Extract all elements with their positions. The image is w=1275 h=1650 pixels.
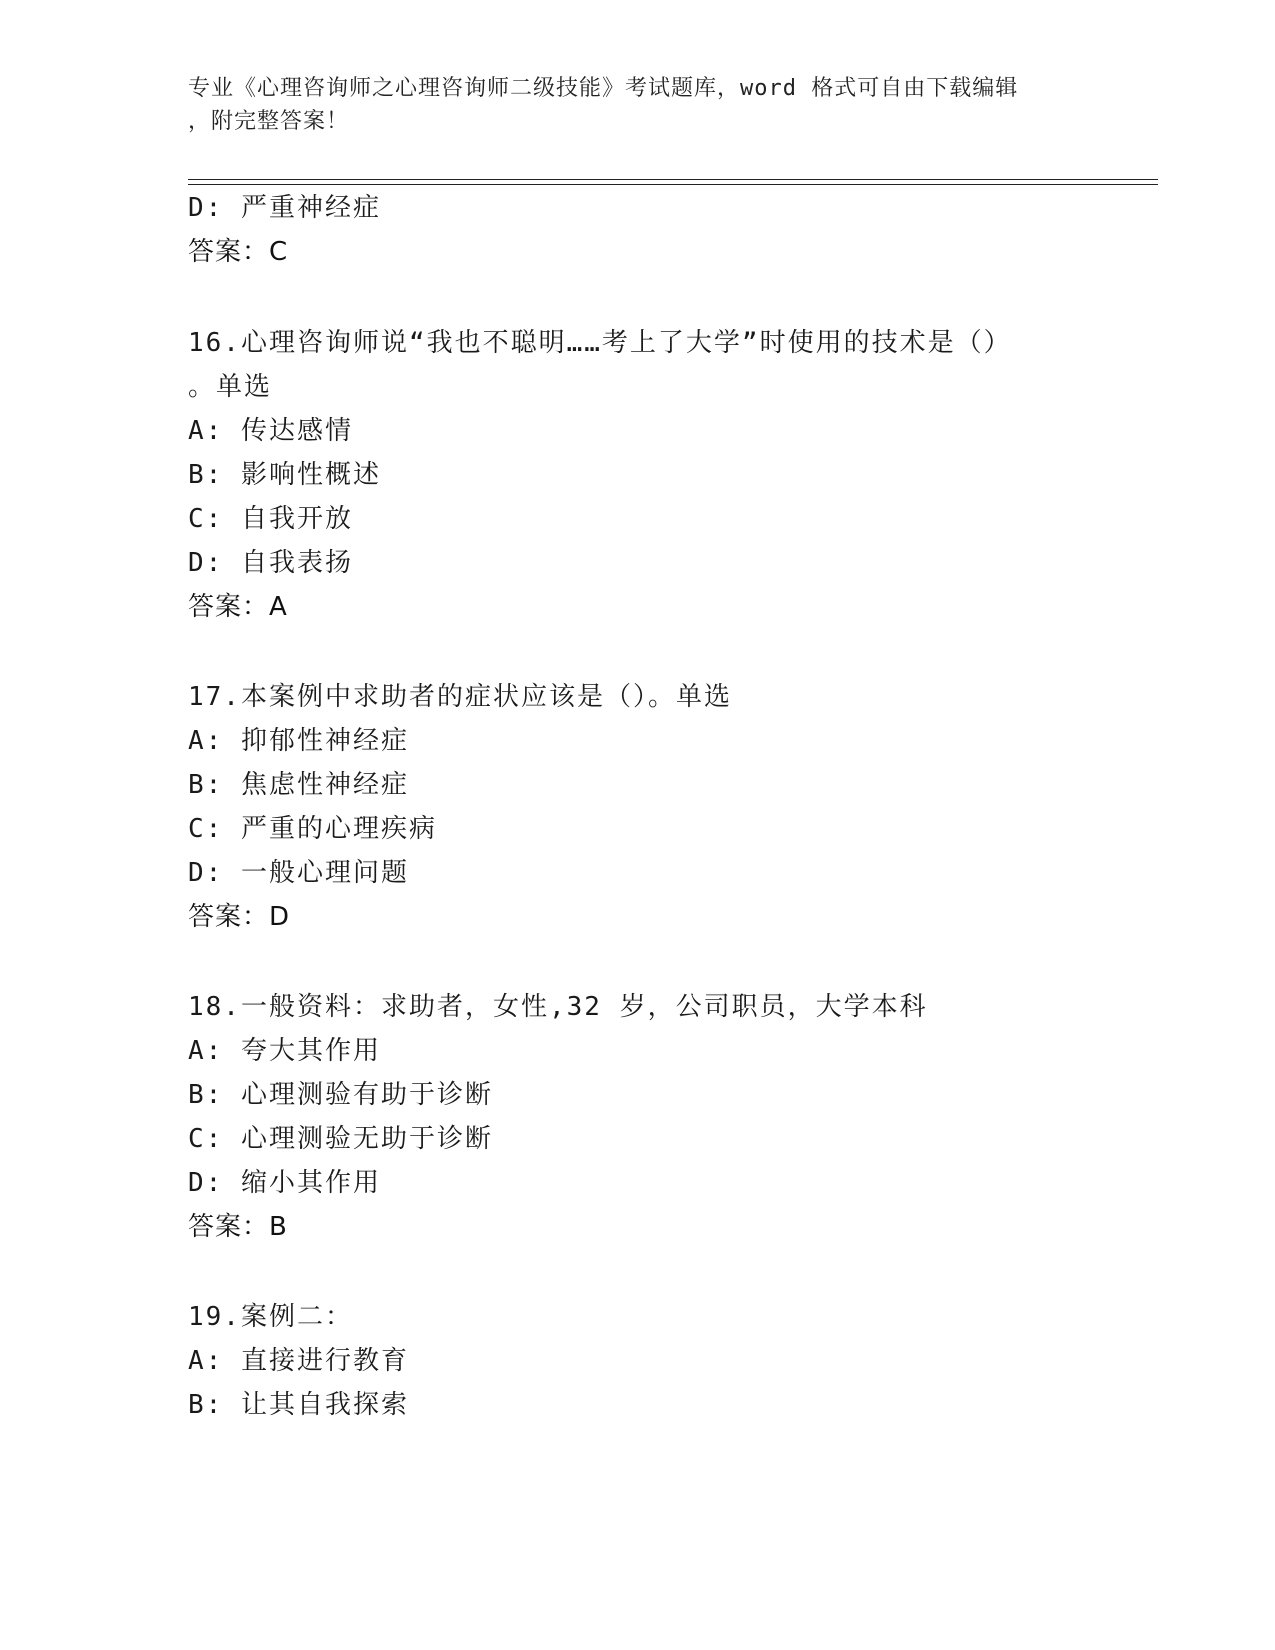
header-line-2: ，附完整答案！ <box>188 109 350 134</box>
q19-option-a: A: 直接进行教育 <box>188 1346 409 1376</box>
q16-stem-line-2: 。单选 <box>188 372 273 402</box>
q18-option-b: B: 心理测验有助于诊断 <box>188 1080 493 1110</box>
q16-option-d: D: 自我表扬 <box>188 548 353 578</box>
q19-stem-line-1: 19.案例二： <box>188 1302 353 1332</box>
header-divider-top <box>188 179 1158 180</box>
q17-stem-line-1: 17.本案例中求助者的症状应该是（）。单选 <box>188 682 732 712</box>
document-header <box>188 72 1068 138</box>
q17-option-d: D: 一般心理问题 <box>188 858 409 888</box>
q17-answer: 答案：D <box>188 902 291 932</box>
q15-answer: 答案：C <box>188 237 289 267</box>
q16-option-c: C: 自我开放 <box>188 504 353 534</box>
q18-option-a: A: 夸大其作用 <box>188 1036 381 1066</box>
q18-option-d: D: 缩小其作用 <box>188 1168 381 1198</box>
q17-option-a: A: 抑郁性神经症 <box>188 726 409 756</box>
q18-stem-line-1: 18.一般资料：求助者，女性,32 岁，公司职员，大学本科 <box>188 992 928 1022</box>
q16-stem-line-1: 16.心理咨询师说“我也不聪明……考上了大学”时使用的技术是（） <box>188 328 1012 358</box>
q18-answer: 答案：B <box>188 1212 288 1242</box>
header-divider-bottom <box>188 184 1158 185</box>
header-line-1: 专业《心理咨询师之心理咨询师二级技能》考试题库，word 格式可自由下载编辑 <box>188 76 1019 101</box>
q19-option-b: B: 让其自我探索 <box>188 1390 409 1420</box>
q16-option-b: B: 影响性概述 <box>188 460 381 490</box>
q18-option-c: C: 心理测验无助于诊断 <box>188 1124 493 1154</box>
q15-option-d: D: 严重神经症 <box>188 193 381 223</box>
q17-option-b: B: 焦虑性神经症 <box>188 770 409 800</box>
q17-option-c: C: 严重的心理疾病 <box>188 814 437 844</box>
q16-answer: 答案：A <box>188 592 288 622</box>
q16-option-a: A: 传达感情 <box>188 416 353 446</box>
